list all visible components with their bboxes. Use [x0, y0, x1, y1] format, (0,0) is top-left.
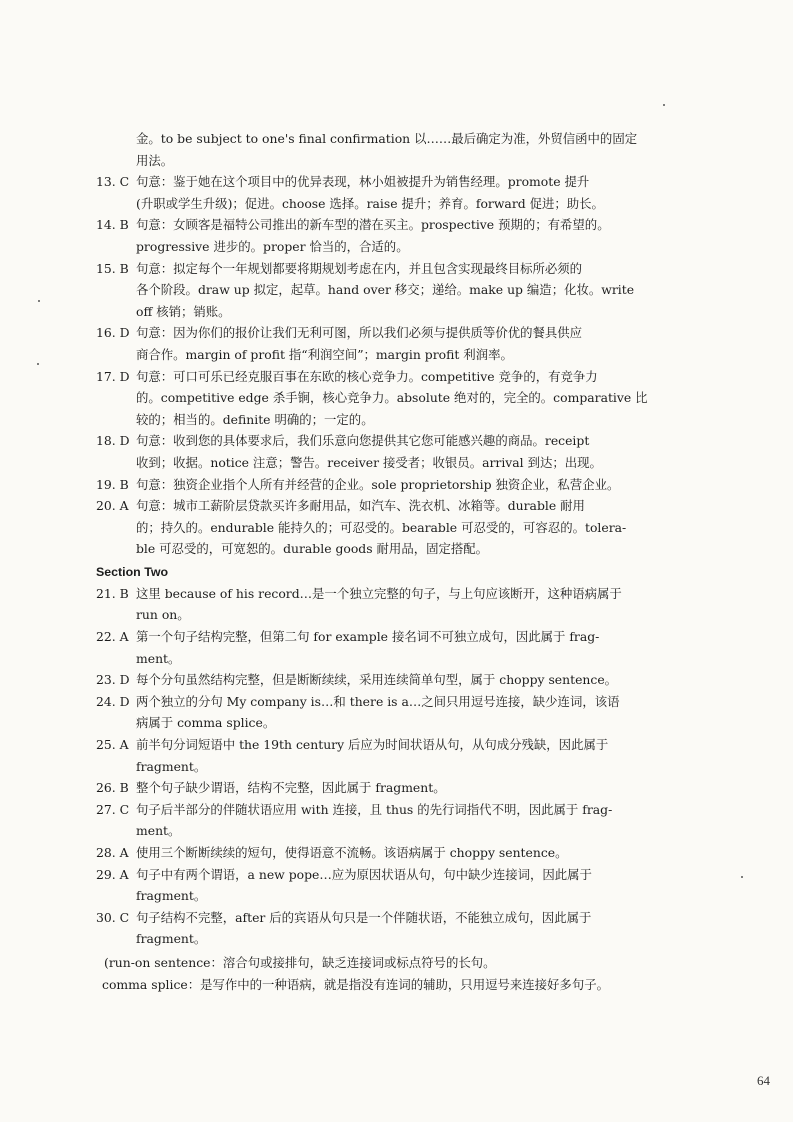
explanation-line: 句意：拟定每个一年规划都要将期规划考虑在内，并且包含实现最终目标所必须的	[136, 260, 583, 276]
scan-speck	[38, 300, 40, 302]
answer-item-26	[96, 777, 678, 799]
answer-number: 20. A	[96, 498, 129, 514]
explanation-line: fragment。	[136, 931, 207, 947]
page-content	[96, 128, 678, 995]
explanation-line: 第一个句子结构完整，但第二句 for example 接名词不可独立成句，因此属于 frag-	[136, 629, 600, 645]
section-two-heading: Section Two	[96, 564, 169, 579]
answer-number: 19. B	[96, 476, 129, 492]
answer-number: 28. A	[96, 845, 129, 860]
explanation-line: 句意：因为你们的报价让我们无利可图，所以我们必须与提供质等价优的餐具供应	[136, 325, 583, 341]
explanation-line: progressive 进步的。proper 恰当的，合适的。	[136, 238, 409, 254]
explanation-line: 句子后半部分的伴随状语应用 with 连接，且 thus 的先行词指代不明，因此属于 frag-	[136, 801, 613, 817]
explanation-line: 这里 because of his record…是一个独立完整的句子，与上句应该断开，这种语病属于	[136, 585, 622, 601]
explanation-line: fragment。	[136, 888, 207, 904]
answer-item-22	[96, 626, 678, 669]
answer-item-17	[96, 366, 678, 431]
explanation-line: 各个阶段。draw up 拟定，起草。hand over 移交；递给。make up 编造；化妆。write	[136, 282, 635, 298]
explanation-line: 前半句分词短语中 the 19th century 后应为时间状语从句，从句成分残缺，因此属于	[136, 737, 609, 753]
answer-item-24	[96, 691, 678, 734]
intro-line-2: 用法。	[136, 152, 174, 168]
answer-item-20	[96, 495, 678, 560]
answer-item-13	[96, 171, 678, 214]
explanation-line: 句意：独资企业指个人所有并经营的企业。sole proprietorship 独资企业，私营企业。	[136, 476, 620, 492]
answer-item-30	[96, 907, 678, 950]
answer-number: 15. B	[96, 260, 129, 276]
intro-line-1: 金。to be subject to one's final confirmation 以……最后确定为准，外贸信函中的固定	[136, 131, 638, 146]
explanation-line: 病属于 comma splice。	[136, 715, 276, 731]
explanation-line: 商合作。margin of profit 指“利润空间”；margin profit 利润率。	[136, 346, 513, 362]
answer-number: 16. D	[96, 325, 130, 341]
answer-number: 13. C	[96, 174, 130, 190]
answer-item-19	[96, 474, 678, 496]
answer-item-21	[96, 583, 678, 626]
explanation-line: (升职或学生升级)；促进。choose 选择。raise 提升；养育。forward 促进；助长。	[136, 195, 604, 211]
scan-speck	[741, 876, 743, 878]
scan-speck	[663, 104, 665, 106]
explanation-line: 句意：女顾客是福特公司推出的新车型的潜在买主。prospective 预期的；有希望的。	[136, 217, 610, 233]
explanation-line: 收到；收据。notice 注意；警告。receiver 接受者；收银员。arrival 到达；出现。	[136, 454, 602, 470]
answer-item-18	[96, 430, 678, 473]
explanation-line: 每个分句虽然结构完整，但是断断续续，采用连续简单句型，属于 choppy sentence。	[136, 672, 618, 688]
explanation-line: 句意：城市工薪阶层贷款买许多耐用品，如汽车、洗衣机、冰箱等。durable 耐用	[136, 498, 585, 514]
page-number: 64	[757, 1073, 770, 1088]
answer-item-29	[96, 864, 678, 907]
answer-item-23	[96, 669, 678, 691]
answer-number: 27. C	[96, 801, 130, 817]
answer-number: 24. D	[96, 693, 130, 709]
answer-number: 29. A	[96, 866, 129, 882]
answer-number: 21. B	[96, 585, 129, 601]
note-run-on-sentence: (run-on sentence：溶合句或接排句，缺乏连接词或标点符号的长句。	[104, 954, 496, 970]
answer-number: 17. D	[96, 368, 130, 384]
explanation-line: 使用三个断断续续的短句，使得语意不流畅。该语病属于 choppy sentence。	[136, 845, 568, 860]
explanation-line: 句子结构不完整，after 后的宾语从句只是一个伴随状语，不能独立成句，因此属于	[136, 909, 592, 925]
answer-number: 18. D	[96, 433, 130, 449]
answer-item-27	[96, 799, 678, 842]
answer-number: 25. A	[96, 737, 129, 753]
scan-speck	[37, 363, 39, 365]
explanation-line: 句意：鉴于她在这个项目中的优异表现，林小姐被提升为销售经理。promote 提升	[136, 174, 590, 190]
explanation-line: 句意：收到您的具体要求后，我们乐意向您提供其它您可能感兴趣的商品。receipt	[136, 433, 590, 449]
explanation-line: 整个句子缺少谓语，结构不完整，因此属于 fragment。	[136, 780, 446, 796]
answer-number: 26. B	[96, 780, 129, 796]
explanation-line: 的；持久的。endurable 能持久的；可忍受的。bearable 可忍受的，可容忍的。tolera-	[136, 519, 627, 535]
explanation-line: ment。	[136, 650, 181, 666]
answer-item-14	[96, 214, 678, 257]
answer-number: 23. D	[96, 672, 130, 688]
answer-number: 14. B	[96, 217, 129, 233]
note-comma-splice: comma splice：是写作中的一种语病，就是指没有连词的辅助，只用逗号来连接好多句子。	[102, 976, 609, 992]
answer-item-16	[96, 322, 678, 365]
explanation-line: 句意：可口可乐已经克服百事在东欧的核心竞争力。competitive 竞争的，有竞争力	[136, 368, 598, 384]
answer-item-25	[96, 734, 678, 777]
explanation-line: ble 可忍受的，可宽恕的。durable goods 耐用品，固定搭配。	[136, 541, 489, 557]
answer-item-15	[96, 258, 678, 323]
explanation-line: off 核销；销账。	[136, 303, 231, 319]
answer-item-28	[96, 842, 678, 864]
explanation-line: 两个独立的分句 My company is…和 there is a…之间只用逗号连接，缺少连词，该语	[136, 693, 620, 709]
explanation-line: 较的；相当的。definite 明确的；一定的。	[136, 411, 374, 427]
answer-number: 22. A	[96, 629, 129, 645]
explanation-line: fragment。	[136, 758, 207, 774]
explanation-line: 的。competitive edge 杀手锏，核心竞争力。absolute 绝对的，完全的。comparative 比	[136, 390, 648, 406]
explanation-line: ment。	[136, 823, 181, 839]
explanation-line: 句子中有两个谓语，a new pope…应为原因状语从句，句中缺少连接词，因此属于	[136, 866, 592, 882]
answer-number: 30. C	[96, 909, 130, 925]
explanation-line: run on。	[136, 607, 190, 623]
